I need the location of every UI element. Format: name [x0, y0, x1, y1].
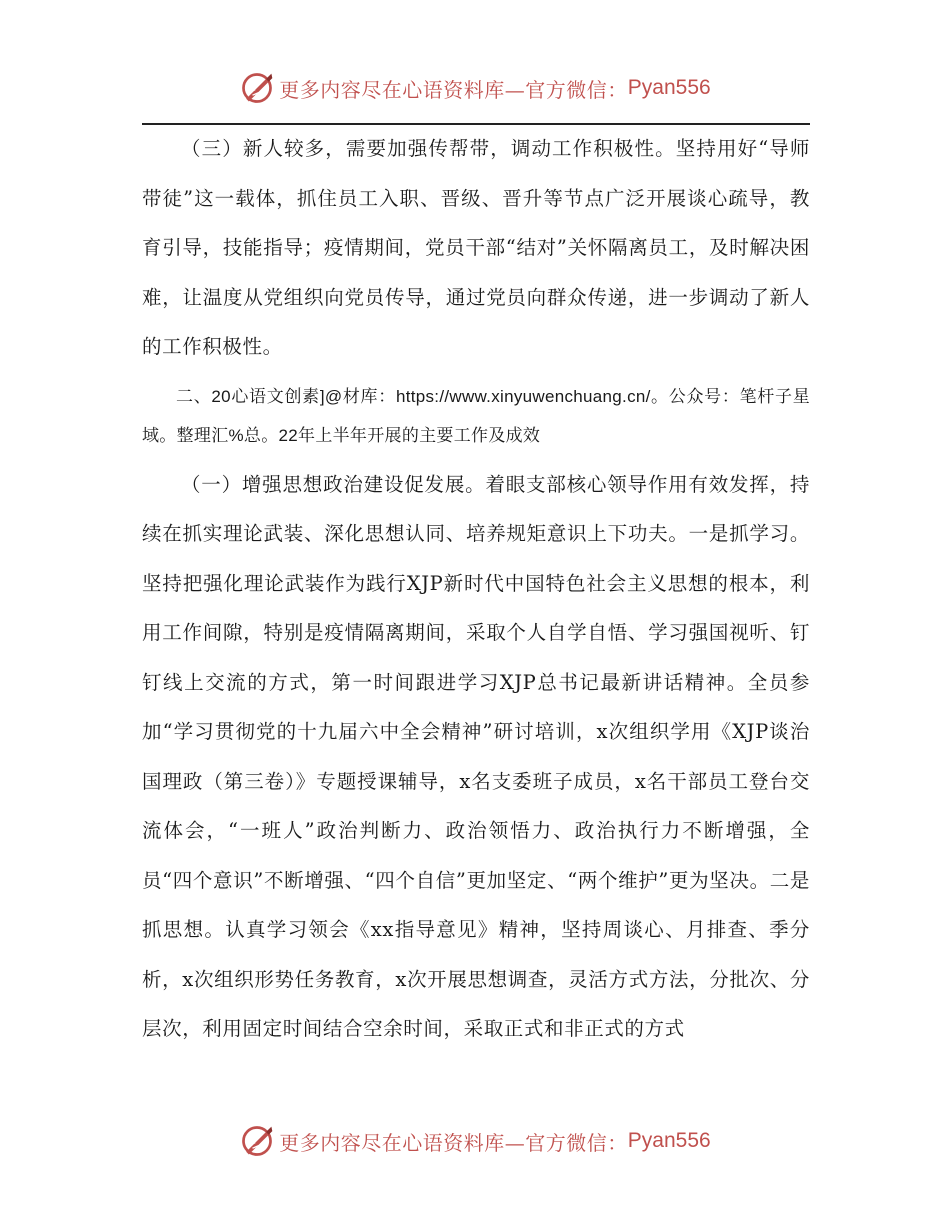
watermark-wechat-id: Pyan556: [627, 1129, 711, 1152]
document-body: [142, 124, 810, 1054]
feather-pen-logo-icon: [239, 1123, 275, 1159]
watermark-text: 更多内容尽在心语资料库—官方微信：: [279, 1130, 628, 1155]
watermark-wechat-id: Pyan556: [627, 76, 711, 99]
paragraph-section-three: （三）新人较多，需要加强传帮带，调动工作积极性。坚持用好“导师带徒”这一载体，抓住员工入职、晋级、晋升等节点广泛开展谈心疏导，教育引导，技能指导；疫情期间，党员干部“结对”关怀隔离员工，及时解决困难，让温度从党组织向党员传导，通过党员向群众传递，进一步调动了新人的工作积极性。: [142, 137, 810, 358]
header-watermark: [0, 68, 950, 108]
paragraph-section-one: （一）增强思想政治建设促发展。着眼支部核心领导作用有效发挥，持续在抓实理论武装、深化思想认同、培养规矩意识上下功夫。一是抓学习。坚持把强化理论武装作为践行XJP新时代中国特色社会主义思想的根本，利用工作间隙，特别是疫情隔离期间，采取个人自学自悟、学习强国视听、钉钉线上交流的方式，第一时间跟进学习XJP总书记最新讲话精神。全员参加“学习贯彻党的十九届六中全会精神”研讨培训，x次组织学用《XJP谈治国理政（第三卷）》专题授课辅导，x名支委班子成员，x名干部员工登台交流体会，“一班人”政治判断力、政治领悟力、政治执行力不断增强，全员“四个意识”不断增强、“四个自信”更加坚定、“两个维护”更为坚决。二是抓思想。认真学习领会《xx指导意见》精神，坚持周谈心、月排查、季分析，x次组织形势任务教育，x次开展思想调查，灵活方式方法，分批次、分层次，利用固定时间结合空余时间，采取正式和非正式的方式: [142, 472, 810, 1040]
watermark-text: 更多内容尽在心语资料库—官方微信：: [279, 77, 628, 102]
feather-pen-logo-icon: [239, 70, 275, 106]
footer-watermark: [0, 1121, 950, 1161]
section-heading-two: 二、20心语文创素]@材库：https://www.xinyuwenchuang.cn/。公众号：笔杆子星域。整理汇%总。22年上半年开展的主要工作及成效: [142, 386, 810, 445]
